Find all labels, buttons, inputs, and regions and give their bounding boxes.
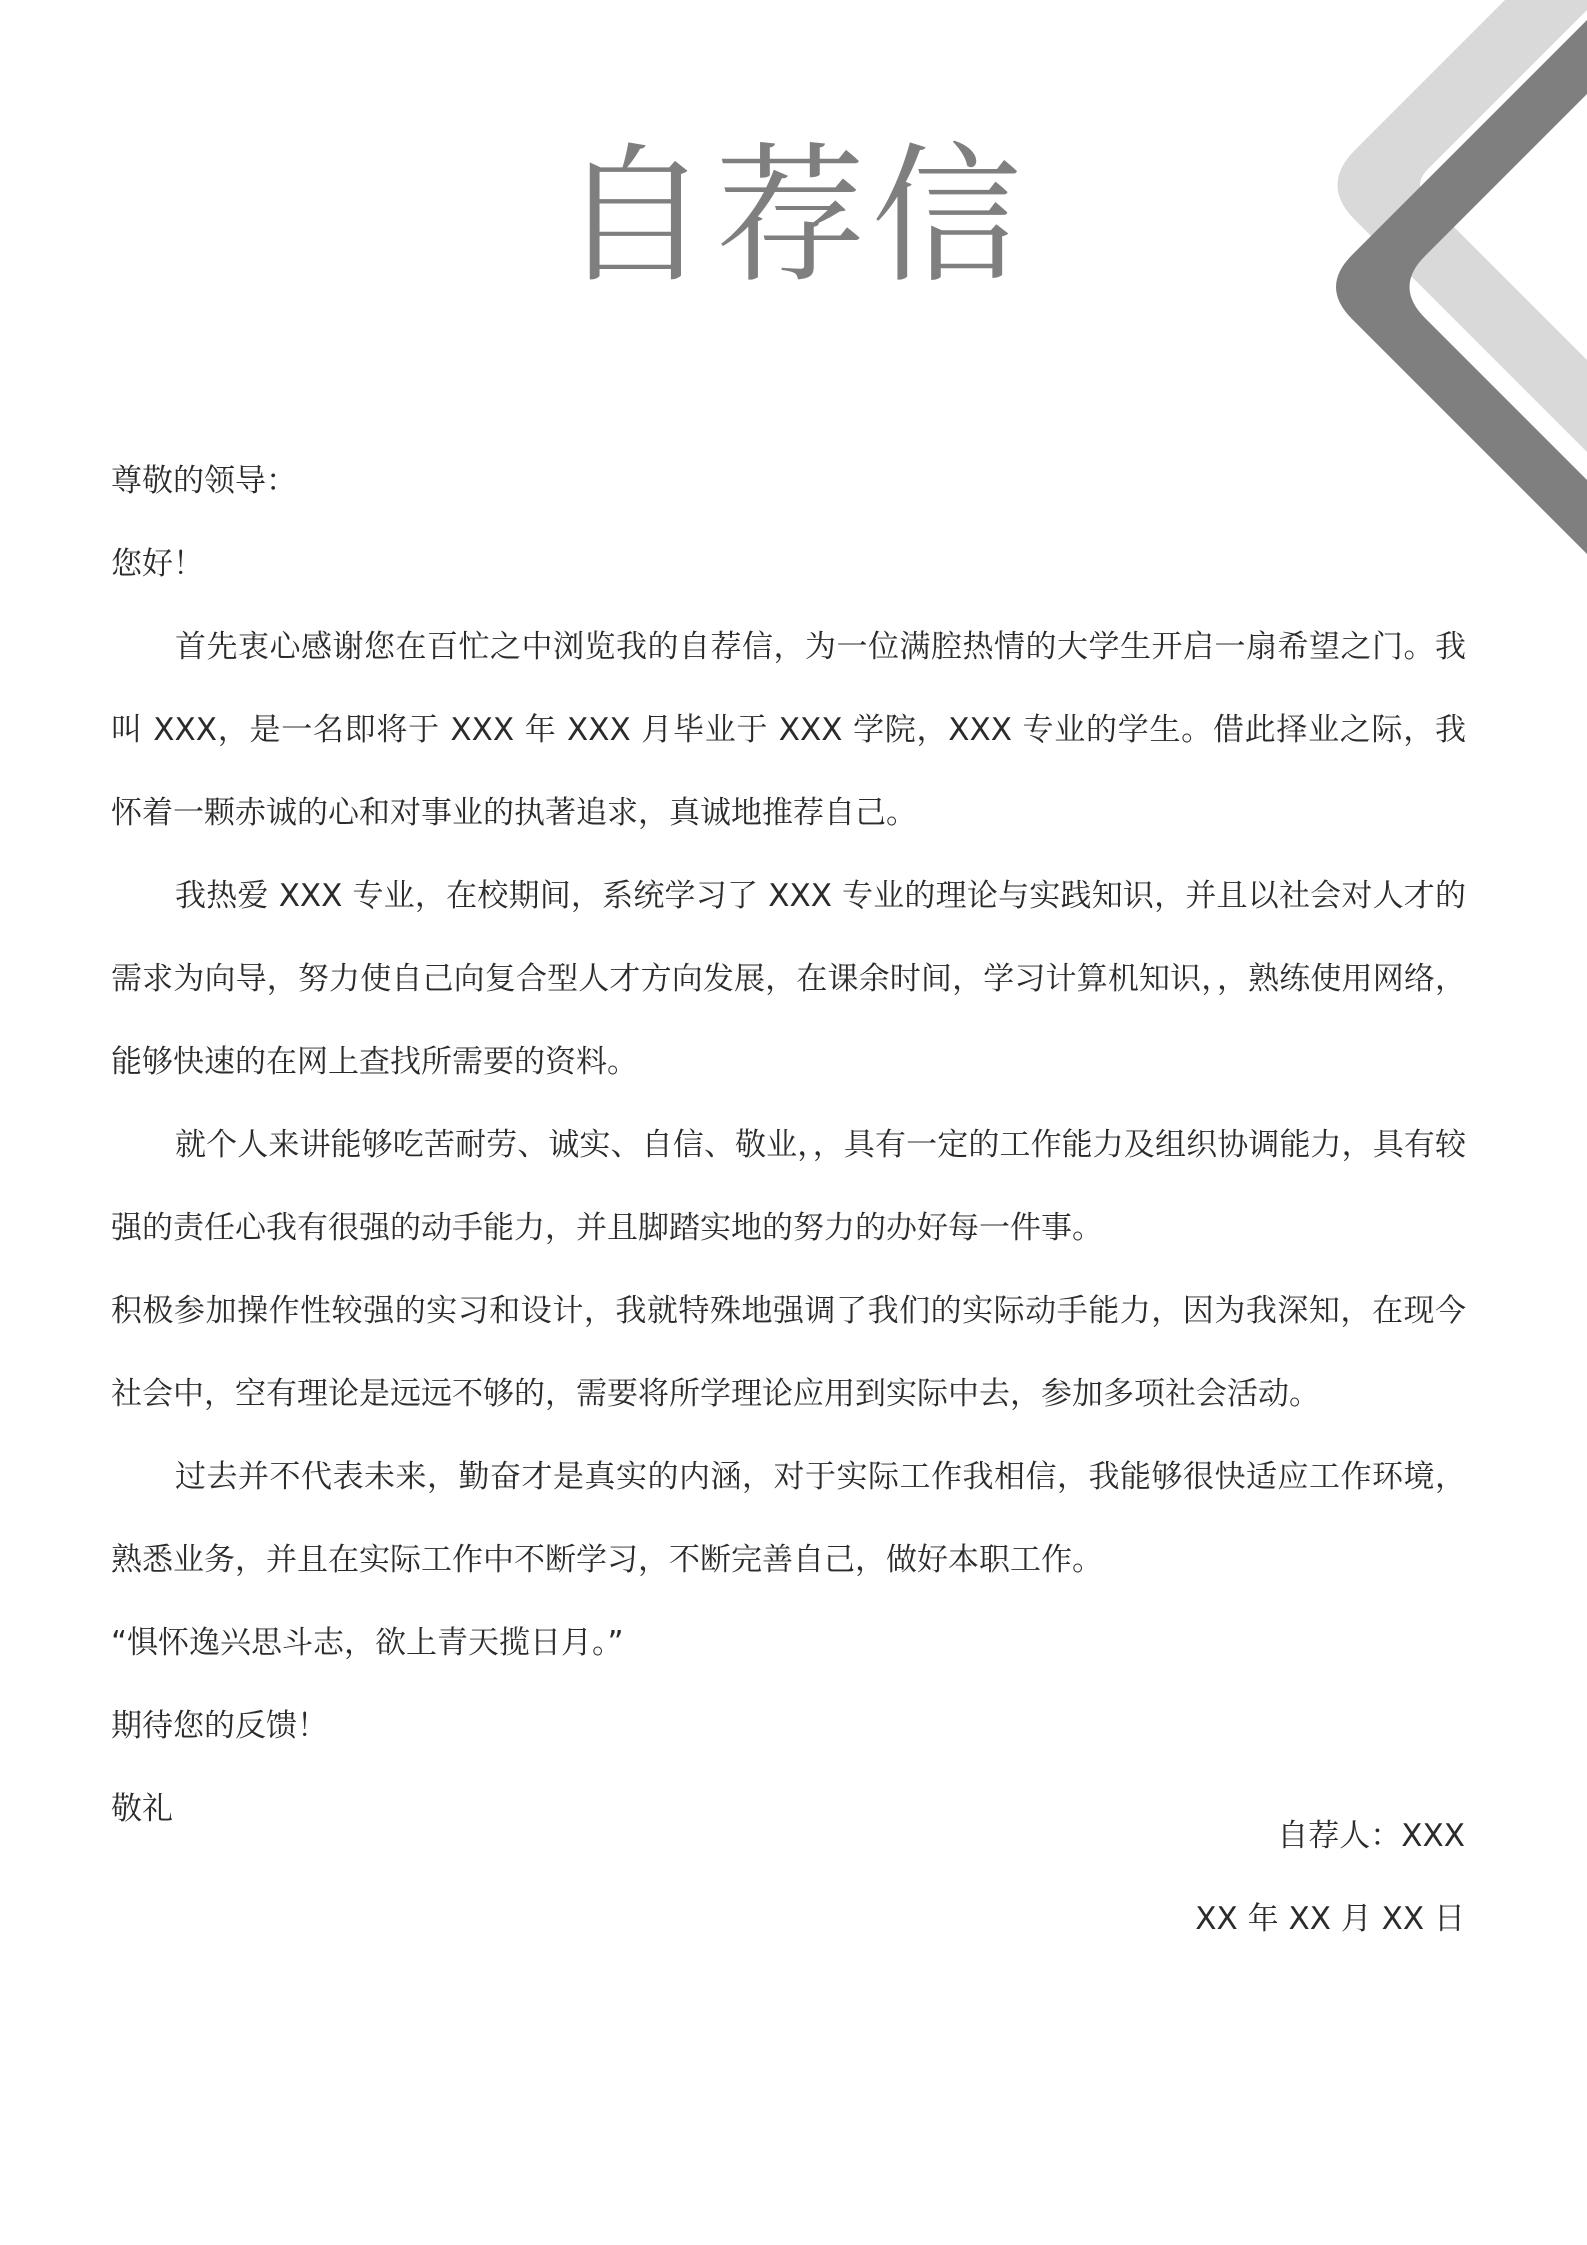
paragraph-future: 过去并不代表未来，勤奋才是真实的内涵，对于实际工作我相信，我能够很快适应工作环境，熟悉业务，并且在实际工作中不断学习，不断完善自己，做好本职工作。 xyxy=(111,1459,1466,1578)
salutation: 尊敬的领导： xyxy=(111,463,297,499)
greeting: 您好！ xyxy=(111,546,204,582)
closing-line: 期待您的反馈！ xyxy=(111,1708,328,1744)
signature-name: 自荐人：XXX xyxy=(1277,1818,1465,1854)
paragraph-intro: 首先衷心感谢您在百忙之中浏览我的自荐信，为一位满腔热情的大学生开启一扇希望之门。我叫 XXX，是一名即将于 XXX 年 XXX 月毕业于 XXX 学院，XXX 专业的学生。借此择业之际，我怀着一颗赤诚的心和对事业的执著追求，真诚地推荐自己。 xyxy=(111,629,1466,831)
paragraph-personal: 就个人来讲能够吃苦耐劳、诚实、自信、敬业，，具有一定的工作能力及组织协调能力，具有较强的责任心我有很强的动手能力，并且脚踏实地的努力的办好每一件事。 xyxy=(111,1127,1466,1246)
quote-line: “惧怀逸兴思斗志，欲上青天揽日月。” xyxy=(111,1625,624,1661)
paragraph-practice: 积极参加操作性较强的实习和设计，我就特殊地强调了我们的实际动手能力，因为我深知，在现今社会中，空有理论是远远不够的，需要将所学理论应用到实际中去，参加多项社会活动。 xyxy=(111,1293,1466,1412)
paragraph-major: 我热爱 XXX 专业，在校期间，系统学习了 XXX 专业的理论与实践知识，并且以社会对人才的需求为向导，努力使自己向复合型人才方向发展，在课余时间，学习计算机知识，，熟练使用网络，能够快速的在网上查找所需要的资料。 xyxy=(111,878,1466,1080)
signature-date: XX 年 XX 月 XX 日 xyxy=(1195,1901,1465,1937)
page-title: 自荐信 xyxy=(559,130,1028,304)
signature-block xyxy=(1195,1795,1465,1961)
regards-line: 敬礼 xyxy=(111,1791,173,1827)
letter-body xyxy=(111,440,1466,1851)
